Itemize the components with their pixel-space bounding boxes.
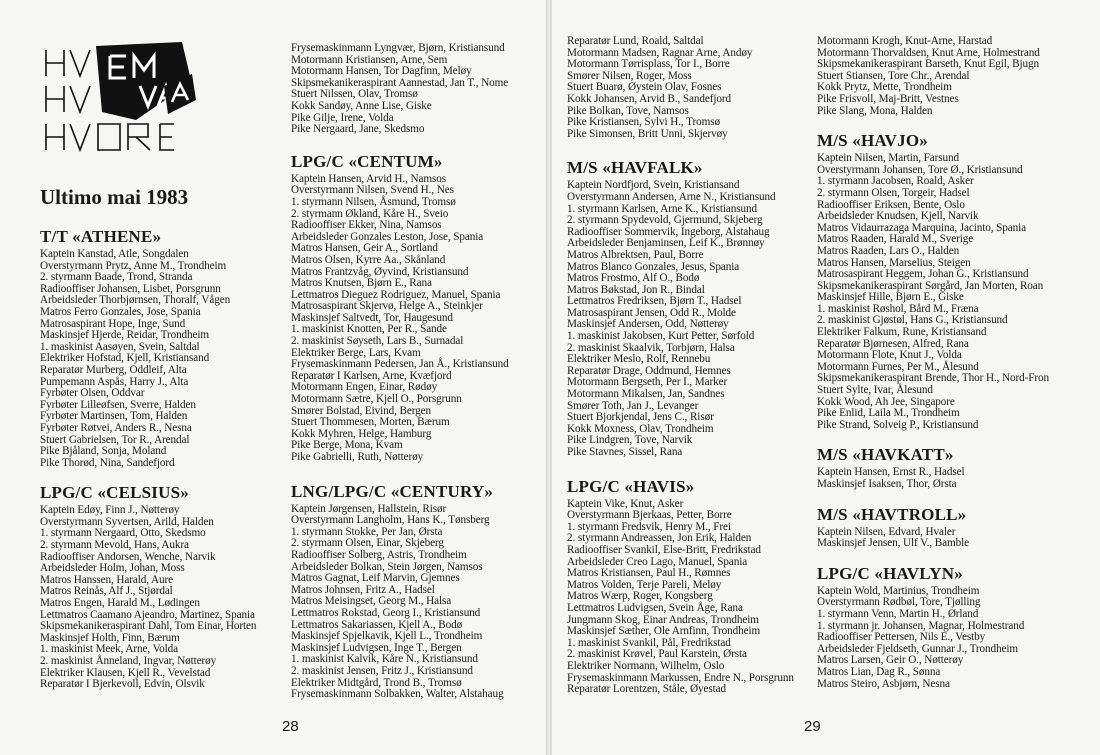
crew-entry: Skipsmekanikeraspirant Aannestad, Jan T., Nome bbox=[291, 76, 509, 89]
ship-section bbox=[817, 131, 1049, 431]
crew-entry: Arbeidsleder Creo Lago, Manuel, Spania bbox=[567, 555, 748, 568]
crew-entry: 2. styrmann Andreassen, Jon Erik, Halden bbox=[567, 532, 752, 545]
crew-entry: Overstyrmann Syvertsen, Arild, Halden bbox=[40, 515, 214, 528]
crew-entry: Kaptein Nilsen, Martin, Farsund bbox=[817, 152, 960, 165]
crew-entry: Frysemaskinmann Lyngvær, Bjørn, Kristiansund bbox=[291, 42, 505, 54]
crew-entry: Matros Engen, Harald M., Lødingen bbox=[40, 597, 200, 610]
crew-entry: Matros Kristiansen, Paul H., Rømnes bbox=[567, 567, 731, 580]
crew-entry: Matros Raaden, Lars O., Halden bbox=[817, 244, 960, 257]
crew-entry: Kokk Moxness, Olav, Trondheim bbox=[567, 422, 714, 435]
crew-entry: Lettmatros Ludvigsen, Svein Åge, Rana bbox=[567, 601, 743, 614]
crew-entry: Elektriker Falkum, Rune, Kristiansand bbox=[817, 326, 987, 339]
crew-entry: Pumpemann Aspås, Harry J., Alta bbox=[40, 375, 189, 388]
crew-entry: Frysemaskinmann Pedersen, Jan Å., Kristiansund bbox=[291, 358, 509, 371]
crew-entry: Maskinsjef Saltvedt, Tor, Haugesund bbox=[291, 311, 453, 324]
crew-entry: Pike Stavnes, Sissel, Rana bbox=[567, 446, 683, 458]
crew-entry: Matros Albrektsen, Paul, Borre bbox=[567, 248, 704, 261]
crew-entry: 1. styrmann jr. Johansen, Magnar, Holmestrand bbox=[817, 619, 1025, 632]
ship-section bbox=[817, 445, 1049, 490]
ship-section bbox=[40, 227, 256, 469]
hvem-hva-hvor-logo bbox=[44, 40, 244, 160]
crew-entry: Reparatør Drage, Oddmund, Hemnes bbox=[567, 364, 731, 377]
crew-entry: Stuert Bjorkjendal, Jens C., Risør bbox=[567, 411, 714, 424]
crew-entry: Pike Frisvoll, Maj-Britt, Vestnes bbox=[817, 92, 959, 105]
page-number-right: 29 bbox=[804, 718, 821, 735]
crew-entry: Motormann Bergseth, Per I., Marker bbox=[567, 376, 728, 389]
crew-entry: Maskinsjef Spjelkavik, Kjell L., Trondheim bbox=[291, 630, 483, 643]
crew-entry: Kaptein Nilsen, Edvard, Hvaler bbox=[817, 525, 956, 538]
crew-entry: Matros Gagnat, Leif Marvin, Gjemnes bbox=[291, 572, 460, 585]
crew-entry: Motormann Engen, Einar, Rødøy bbox=[291, 381, 438, 394]
crew-entry: Radiooffiser Solberg, Astris, Trondheim bbox=[291, 548, 467, 561]
crew-entry: Pike Bjåland, Sonja, Moland bbox=[40, 445, 167, 458]
crew-entry: Matrosaspirant Jensen, Odd R., Molde bbox=[567, 306, 736, 319]
crew-entry: Matrosaspirant Heggem, Johan G., Kristiansund bbox=[817, 268, 1029, 281]
crew-entry: 2. maskinist Skaalvik, Torbjørn, Halsa bbox=[567, 341, 735, 354]
crew-entry: 1. styrmann Nilsen, Åsmund, Tromsø bbox=[291, 195, 456, 208]
crew-entry: Arbeidsleder Holm, Johan, Moss bbox=[40, 562, 185, 575]
crew-entry: Reparatør Lorentzen, Ståle, Øyestad bbox=[567, 683, 726, 696]
crew-entry: Pike Nergaard, Jane, Skedsmo bbox=[291, 123, 425, 136]
crew-entry: Matrosaspirant Skjervø, Helge A., Steinkjer bbox=[291, 300, 483, 313]
crew-entry: Matros Hansen, Marselius, Steigen bbox=[817, 256, 971, 269]
crew-entry: Pike Gilje, Irene, Volda bbox=[291, 111, 394, 124]
crew-entry: Kaptein Hansen, Ernst R., Hadsel bbox=[817, 466, 965, 479]
crew-entry: Matros Ferro Gonzales, Jose, Spania bbox=[40, 305, 201, 318]
crew-entry: Matros Vidaurrazaga Marquina, Jacinto, Spania bbox=[817, 221, 1026, 234]
crew-entry: Jungmann Skog, Einar Andreas, Trondheim bbox=[567, 613, 759, 626]
crew-entry: 1. styrmann Karlsen, Arne K., Kristiansund bbox=[567, 202, 757, 215]
crew-entry: Motormann Krogh, Knut-Arne, Harstad bbox=[817, 35, 993, 47]
crew-entry: Arbeidsleder Thorbjørnsen, Thoralf, Vågen bbox=[40, 294, 231, 307]
crew-entry: Kokk Johansen, Arvid B., Sandefjord bbox=[567, 92, 731, 105]
crew-entry: 1. maskinist Jakobsen, Kurt Petter, Sørfold bbox=[567, 330, 755, 343]
crew-entry: Matros Wærp, Roger, Kongsberg bbox=[567, 590, 713, 603]
crew-entry: Pike Gabrielli, Ruth, Nøtterøy bbox=[291, 451, 424, 463]
crew-entry: Kaptein Wold, Martinius, Trondheim bbox=[817, 584, 980, 597]
crew-entry: Matros Frostmo, Alf O., Bodø bbox=[567, 272, 700, 285]
crew-entry: Motormann Kristiansen, Arne, Sem bbox=[291, 53, 448, 66]
crew-entry: 1. maskinist Knotten, Per R., Sande bbox=[291, 323, 447, 336]
ship-section bbox=[291, 152, 509, 464]
crew-entry: 2. styrmann Økland, Kåre H., Sveio bbox=[291, 207, 449, 220]
crew-entry: Elektriker Hofstad, Kjell, Kristiansand bbox=[40, 352, 210, 365]
crew-entry: Arbeidsleder Gonzales Leston, Jose, Spania bbox=[291, 230, 484, 243]
crew-entry: Pike Enlid, Laila M., Trondheim bbox=[817, 407, 960, 420]
ship-heading: T/T «ATHENE» bbox=[40, 227, 162, 246]
crew-entry: 1. styrmann Fredsvik, Henry M., Frei bbox=[567, 520, 731, 533]
crew-entry: Motormann Flote, Knut J., Volda bbox=[817, 349, 962, 362]
ship-heading: LPG/C «CELSIUS» bbox=[40, 483, 189, 503]
crew-entry: Motormann Hansen, Tor Dagfinn, Meløy bbox=[291, 65, 472, 78]
ship-section bbox=[291, 43, 509, 136]
crew-entry: Overstyrmann Andersen, Arne N., Kristiansund bbox=[567, 190, 776, 203]
crew-entry: Matros Johnsen, Fritz A., Hadsel bbox=[291, 583, 435, 596]
crew-entry: Stuert Buarø, Øystein Olav, Fosnes bbox=[567, 81, 722, 94]
crew-entry: Stuert Nilssen, Olav, Tromsø bbox=[291, 88, 418, 101]
crew-entry: Motormann Furnes, Per M., Ålesund bbox=[817, 360, 979, 373]
crew-entry: Stuert Sylte, Ivar, Ålesund bbox=[817, 384, 933, 397]
crew-entry: Matros Larsen, Geir O., Nøtterøy bbox=[817, 654, 964, 667]
crew-entry: Elektriker Normann, Wilhelm, Oslo bbox=[567, 659, 725, 672]
crew-entry: Matrosaspirant Hope, Inge, Sund bbox=[40, 317, 186, 330]
crew-entry: Kokk Wood, Ah Jee, Singapore bbox=[817, 395, 955, 408]
crew-entry: Reparatør Lund, Roald, Saltdal bbox=[567, 35, 704, 47]
ship-section bbox=[40, 483, 256, 691]
crew-entry: Radiooffiser Ekker, Nina, Namsos bbox=[291, 219, 442, 232]
crew-entry: Kokk Prytz, Mette, Trondheim bbox=[817, 81, 952, 94]
crew-entry: 1. styrmann Venn, Martin H., Ørland bbox=[817, 607, 979, 620]
crew-entry: Reparatør I Karlsen, Arne, Kvæfjord bbox=[291, 369, 452, 382]
crew-entry: Pike Berge, Mona, Kvam bbox=[291, 439, 403, 452]
crew-entry: Elektriker Berge, Lars, Kvam bbox=[291, 346, 421, 359]
ship-heading: LPG/C «CENTUM» bbox=[291, 151, 443, 171]
crew-entry: Lettmatros Caamano Ajeandro, Martinez, Spania bbox=[40, 608, 255, 621]
crew-entry: Pike Simonsen, Britt Unni, Skjervøy bbox=[567, 127, 728, 140]
crew-entry: 1. maskinist Svankil, Pål, Fredrikstad bbox=[567, 636, 731, 649]
crew-entry: Arbeidsleder Bolkan, Stein Jørgen, Namsos bbox=[291, 560, 483, 573]
crew-entry: Matros Steiro, Asbjørn, Nesna bbox=[817, 677, 950, 690]
crew-entry: Pike Thorød, Nina, Sandefjord bbox=[40, 456, 175, 469]
crew-entry: Motormann Madsen, Ragnar Arne, Andøy bbox=[567, 46, 753, 59]
crew-entry: 2. styrmann Mevold, Hans, Aukra bbox=[40, 539, 189, 552]
crew-entry: Smører Bolstad, Eivind, Bergen bbox=[291, 404, 432, 417]
crew-entry: Reparatør I Bjerkevoll, Edvin, Olsvik bbox=[40, 678, 205, 691]
crew-entry: Matros Hansen, Geir A., Sortland bbox=[291, 242, 438, 255]
crew-entry: Radiooffiser Svankil, Else-Britt, Fredrikstad bbox=[567, 543, 761, 556]
crew-entry: 2. maskinist Søyseth, Lars B., Surnadal bbox=[291, 335, 464, 348]
right-page bbox=[552, 0, 1100, 755]
crew-entry: Pike Strand, Solveig P., Kristiansund bbox=[817, 418, 979, 431]
crew-entry: Elektriker Meslo, Rolf, Rennebu bbox=[567, 353, 711, 366]
crew-entry: Maskinsjef Isaksen, Thor, Ørsta bbox=[817, 478, 957, 490]
crew-entry: Pike Kristiansen, Sylvi H., Tromsø bbox=[567, 116, 720, 129]
crew-entry: Stuert Stiansen, Tore Chr., Arendal bbox=[817, 69, 970, 82]
crew-entry: Lettmatros Sakariassen, Kjell A., Bodø bbox=[291, 618, 463, 631]
crew-entry: Pike Bolkan, Tove, Namsos bbox=[567, 104, 689, 117]
crew-entry: Arbeidsleder Knudsen, Kjell, Narvik bbox=[817, 210, 979, 223]
crew-entry: Pike Slang, Mona, Halden bbox=[817, 104, 933, 117]
crew-entry: Overstyrmann Nilsen, Svend H., Nes bbox=[291, 184, 454, 197]
crew-entry: Arbeidsleder Benjaminsen, Leif K., Brønnøy bbox=[567, 237, 765, 250]
crew-entry: Matros Raaden, Harald M., Sverige bbox=[817, 233, 974, 246]
ship-heading: M/S «HAVFALK» bbox=[567, 158, 703, 178]
crew-entry: Matros Knutsen, Bjørn E., Rana bbox=[291, 277, 432, 290]
crew-entry: 1. maskinist Røshol, Bård M., Fræna bbox=[817, 302, 979, 315]
crew-entry: Stuert Gabrielsen, Tor R., Arendal bbox=[40, 433, 190, 446]
crew-entry: Matros Reinås, Alf J., Stjørdal bbox=[40, 585, 173, 598]
crew-entry: Kaptein Edøy, Finn J., Nøtterøy bbox=[40, 504, 180, 517]
crew-entry: Fyrbøter Olsen, Oddvar bbox=[40, 387, 145, 400]
crew-entry: Motormann Sætre, Kjell O., Porsgrunn bbox=[291, 393, 462, 406]
crew-entry: Arbeidsleder Fjeldseth, Gunnar J., Trondheim bbox=[817, 642, 1018, 655]
ship-section bbox=[817, 564, 1049, 690]
crew-entry: 1. styrmann Jacobsen, Roald, Asker bbox=[817, 175, 974, 188]
left-page bbox=[0, 0, 546, 755]
crew-entry: 2. styrmann Spydevold, Gjermund, Skjeberg bbox=[567, 214, 763, 227]
crew-entry: Kaptein Vike, Knut, Asker bbox=[567, 497, 684, 510]
crew-entry: Overstyrmann Johansen, Tore Ø., Kristiansund bbox=[817, 163, 1023, 176]
crew-entry: Frysemaskinmann Markussen, Endre N., Porsgrunn bbox=[567, 671, 794, 684]
crew-entry: Reparatør Murberg, Oddleif, Alta bbox=[40, 363, 187, 376]
crew-entry: Maskinsjef Andersen, Odd, Nøtterøy bbox=[567, 318, 729, 331]
crew-entry: Skipsmekanikeraspirant Barseth, Knut Egil, Bjugn bbox=[817, 58, 1040, 71]
crew-entry: Radiooffiser Eriksen, Bente, Oslo bbox=[817, 198, 965, 211]
crew-entry: Maskinsjef Hille, Bjørn E., Giske bbox=[817, 291, 964, 304]
crew-entry: Matros Frantzvåg, Øyvind, Kristiansund bbox=[291, 265, 469, 278]
crew-entry: 2. styrmann Olsen, Einar, Skjeberg bbox=[291, 537, 444, 550]
crew-entry: Kaptein Jørgensen, Hallstein, Risør bbox=[291, 502, 447, 515]
crew-entry: Overstyrmann Langholm, Hans K., Tønsberg bbox=[291, 514, 490, 527]
crew-entry: Motormann Mikalsen, Jan, Sandnes bbox=[567, 388, 725, 401]
crew-entry: 2. styrmann Baade, Trond, Stranda bbox=[40, 271, 193, 284]
crew-entry: Matros Blanco Gonzales, Jesus, Spania bbox=[567, 260, 740, 273]
crew-entry: Motormann Thorvaldsen, Knut Arne, Holmestrand bbox=[817, 46, 1040, 59]
crew-entry: Elektriker Klausen, Kjell R., Vevelstad bbox=[40, 666, 211, 679]
crew-entry: Overstyrmann Prytz, Anne M., Trondheim bbox=[40, 259, 227, 272]
crew-entry: 2. maskinist Ånneland, Ingvar, Nøtterøy bbox=[40, 655, 217, 667]
ship-section bbox=[567, 36, 794, 140]
crew-entry: Frysemaskinmann Solbakken, Walter, Alstahaug bbox=[291, 688, 504, 701]
crew-entry: Lettmatros Fredriksen, Bjørn T., Hadsel bbox=[567, 295, 742, 308]
crew-entry: Skipsmekanikeraspirant Sørgård, Jan Morten, Roan bbox=[817, 279, 1044, 292]
crew-entry: 2. maskinist Jensen, Fritz J., Kristiansund bbox=[291, 664, 473, 677]
crew-entry: 2. maskinist Gjøstøl, Hans G., Kristiansund bbox=[817, 314, 1008, 327]
crew-entry: 2. maskinist Krøvel, Paul Karstein, Ørsta bbox=[567, 648, 747, 661]
ship-section bbox=[817, 505, 1049, 550]
ship-section bbox=[291, 482, 509, 701]
crew-entry: Radiooffiser Sommervik, Ingeborg, Alstahaug bbox=[567, 225, 770, 238]
crew-entry: Reparatør Bjørnesen, Alfred, Rana bbox=[817, 337, 969, 350]
crew-entry: Kaptein Kanstad, Atle, Songdalen bbox=[40, 248, 189, 260]
crew-entry: Radiooffiser Johansen, Lisbet, Porsgrunn bbox=[40, 282, 221, 295]
crew-entry: Overstyrmann Bjerkaas, Petter, Borre bbox=[567, 509, 732, 522]
page-title: Ultimo mai 1983 bbox=[40, 185, 189, 209]
crew-entry: Kaptein Hansen, Arvid H., Namsos bbox=[291, 172, 446, 185]
crew-entry: Matros Hanssen, Harald, Aure bbox=[40, 573, 173, 586]
crew-entry: Fyrbøter Martinsen, Tom, Halden bbox=[40, 410, 188, 423]
left-column-1 bbox=[40, 185, 256, 691]
ship-heading: LPG/C «HAVLYN» bbox=[817, 563, 963, 583]
crew-entry: Skipsmekanikeraspirant Brende, Thor H., Nord-Fron bbox=[817, 372, 1049, 385]
crew-entry: Elektriker Midtgård, Trond B., Tromsø bbox=[291, 676, 462, 689]
crew-entry: Matros Lian, Dag R., Sønna bbox=[817, 665, 941, 678]
crew-entry: Maskinsjef Jensen, Ulf V., Bamble bbox=[817, 537, 969, 550]
ship-heading: M/S «HAVTROLL» bbox=[817, 504, 967, 524]
ship-heading: LPG/C «HAVIS» bbox=[567, 476, 695, 496]
crew-entry: Motormann Tørrisplass, Tor I., Borre bbox=[567, 58, 730, 71]
ship-section bbox=[817, 36, 1049, 117]
crew-entry: Fyrbøter Lilleøfsen, Sverre, Halden bbox=[40, 398, 196, 411]
right-column-1 bbox=[567, 36, 794, 696]
crew-entry: Overstyrmann Rødbøl, Tore, Tjølling bbox=[817, 596, 981, 609]
crew-entry: Matros Bøkstad, Jon R., Bindal bbox=[567, 283, 705, 296]
left-column-2 bbox=[291, 43, 509, 701]
page-number-left: 28 bbox=[282, 718, 299, 735]
crew-entry: Fyrbøter Røtvei, Anders R., Nesna bbox=[40, 421, 192, 434]
crew-entry: Kokk Sandøy, Anne Lise, Giske bbox=[291, 99, 432, 112]
crew-entry: 2. styrmann Olsen, Torgeir, Hadsel bbox=[817, 186, 970, 199]
crew-entry: 1. maskinist Kalvik, Kåre N., Kristiansund bbox=[291, 653, 478, 666]
crew-entry: 1. maskinist Aasøyen, Svein, Saltdal bbox=[40, 340, 200, 353]
crew-entry: Maskinsjef Ludvigsen, Inge T., Bergen bbox=[291, 641, 462, 654]
right-column-2 bbox=[817, 36, 1049, 690]
ship-section bbox=[567, 477, 794, 696]
ship-heading: M/S «HAVKATT» bbox=[817, 445, 954, 465]
ship-heading: M/S «HAVJO» bbox=[817, 131, 928, 151]
crew-entry: Smører Nilsen, Roger, Moss bbox=[567, 69, 692, 82]
crew-entry: Kaptein Nordfjord, Svein, Kristiansand bbox=[567, 179, 740, 192]
crew-entry: 1. styrmann Nergaard, Otto, Skedsmo bbox=[40, 527, 206, 540]
crew-entry: Maskinsjef Holth, Finn, Bærum bbox=[40, 631, 180, 644]
crew-entry: Radiooffiser Pettersen, Nils E., Vestby bbox=[817, 631, 986, 644]
crew-entry: Kokk Myhren, Helge, Hamburg bbox=[291, 427, 432, 440]
crew-entry: 1. styrmann Stokke, Per Jan, Ørsta bbox=[291, 525, 443, 538]
ship-heading: LNG/LPG/C «CENTURY» bbox=[291, 481, 494, 501]
crew-entry: Maskinsjef Sæther, Ole Arnfinn, Trondheim bbox=[567, 625, 761, 638]
ship-section bbox=[567, 158, 794, 458]
crew-entry: Matros Olsen, Kyrre Aa., Skånland bbox=[291, 253, 446, 266]
crew-entry: Maskinsjef Hjerde, Reidar, Trondheim bbox=[40, 329, 210, 342]
crew-entry: Radiooffiser Andorsen, Wenche, Narvik bbox=[40, 550, 216, 563]
crew-entry: Matros Volden, Terje Pareli, Meløy bbox=[567, 578, 722, 591]
crew-entry: Smører Toth, Jan J., Levanger bbox=[567, 399, 699, 412]
crew-entry: Lettmatros Dieguez Rodriguez, Manuel, Spania bbox=[291, 288, 501, 301]
crew-entry: Skipsmekanikeraspirant Dahl, Tom Einar, Horten bbox=[40, 620, 257, 633]
crew-entry: Lettmatros Rokstad, Georg I., Kristiansund bbox=[291, 606, 481, 619]
crew-entry: Pike Lindgren, Tove, Narvik bbox=[567, 434, 693, 447]
crew-entry: Matros Meisingset, Georg M., Halsa bbox=[291, 595, 452, 608]
crew-entry: Stuert Thommesen, Morten, Bærum bbox=[291, 416, 450, 429]
crew-entry: 1. maskinist Meek, Arne, Volda bbox=[40, 643, 178, 656]
